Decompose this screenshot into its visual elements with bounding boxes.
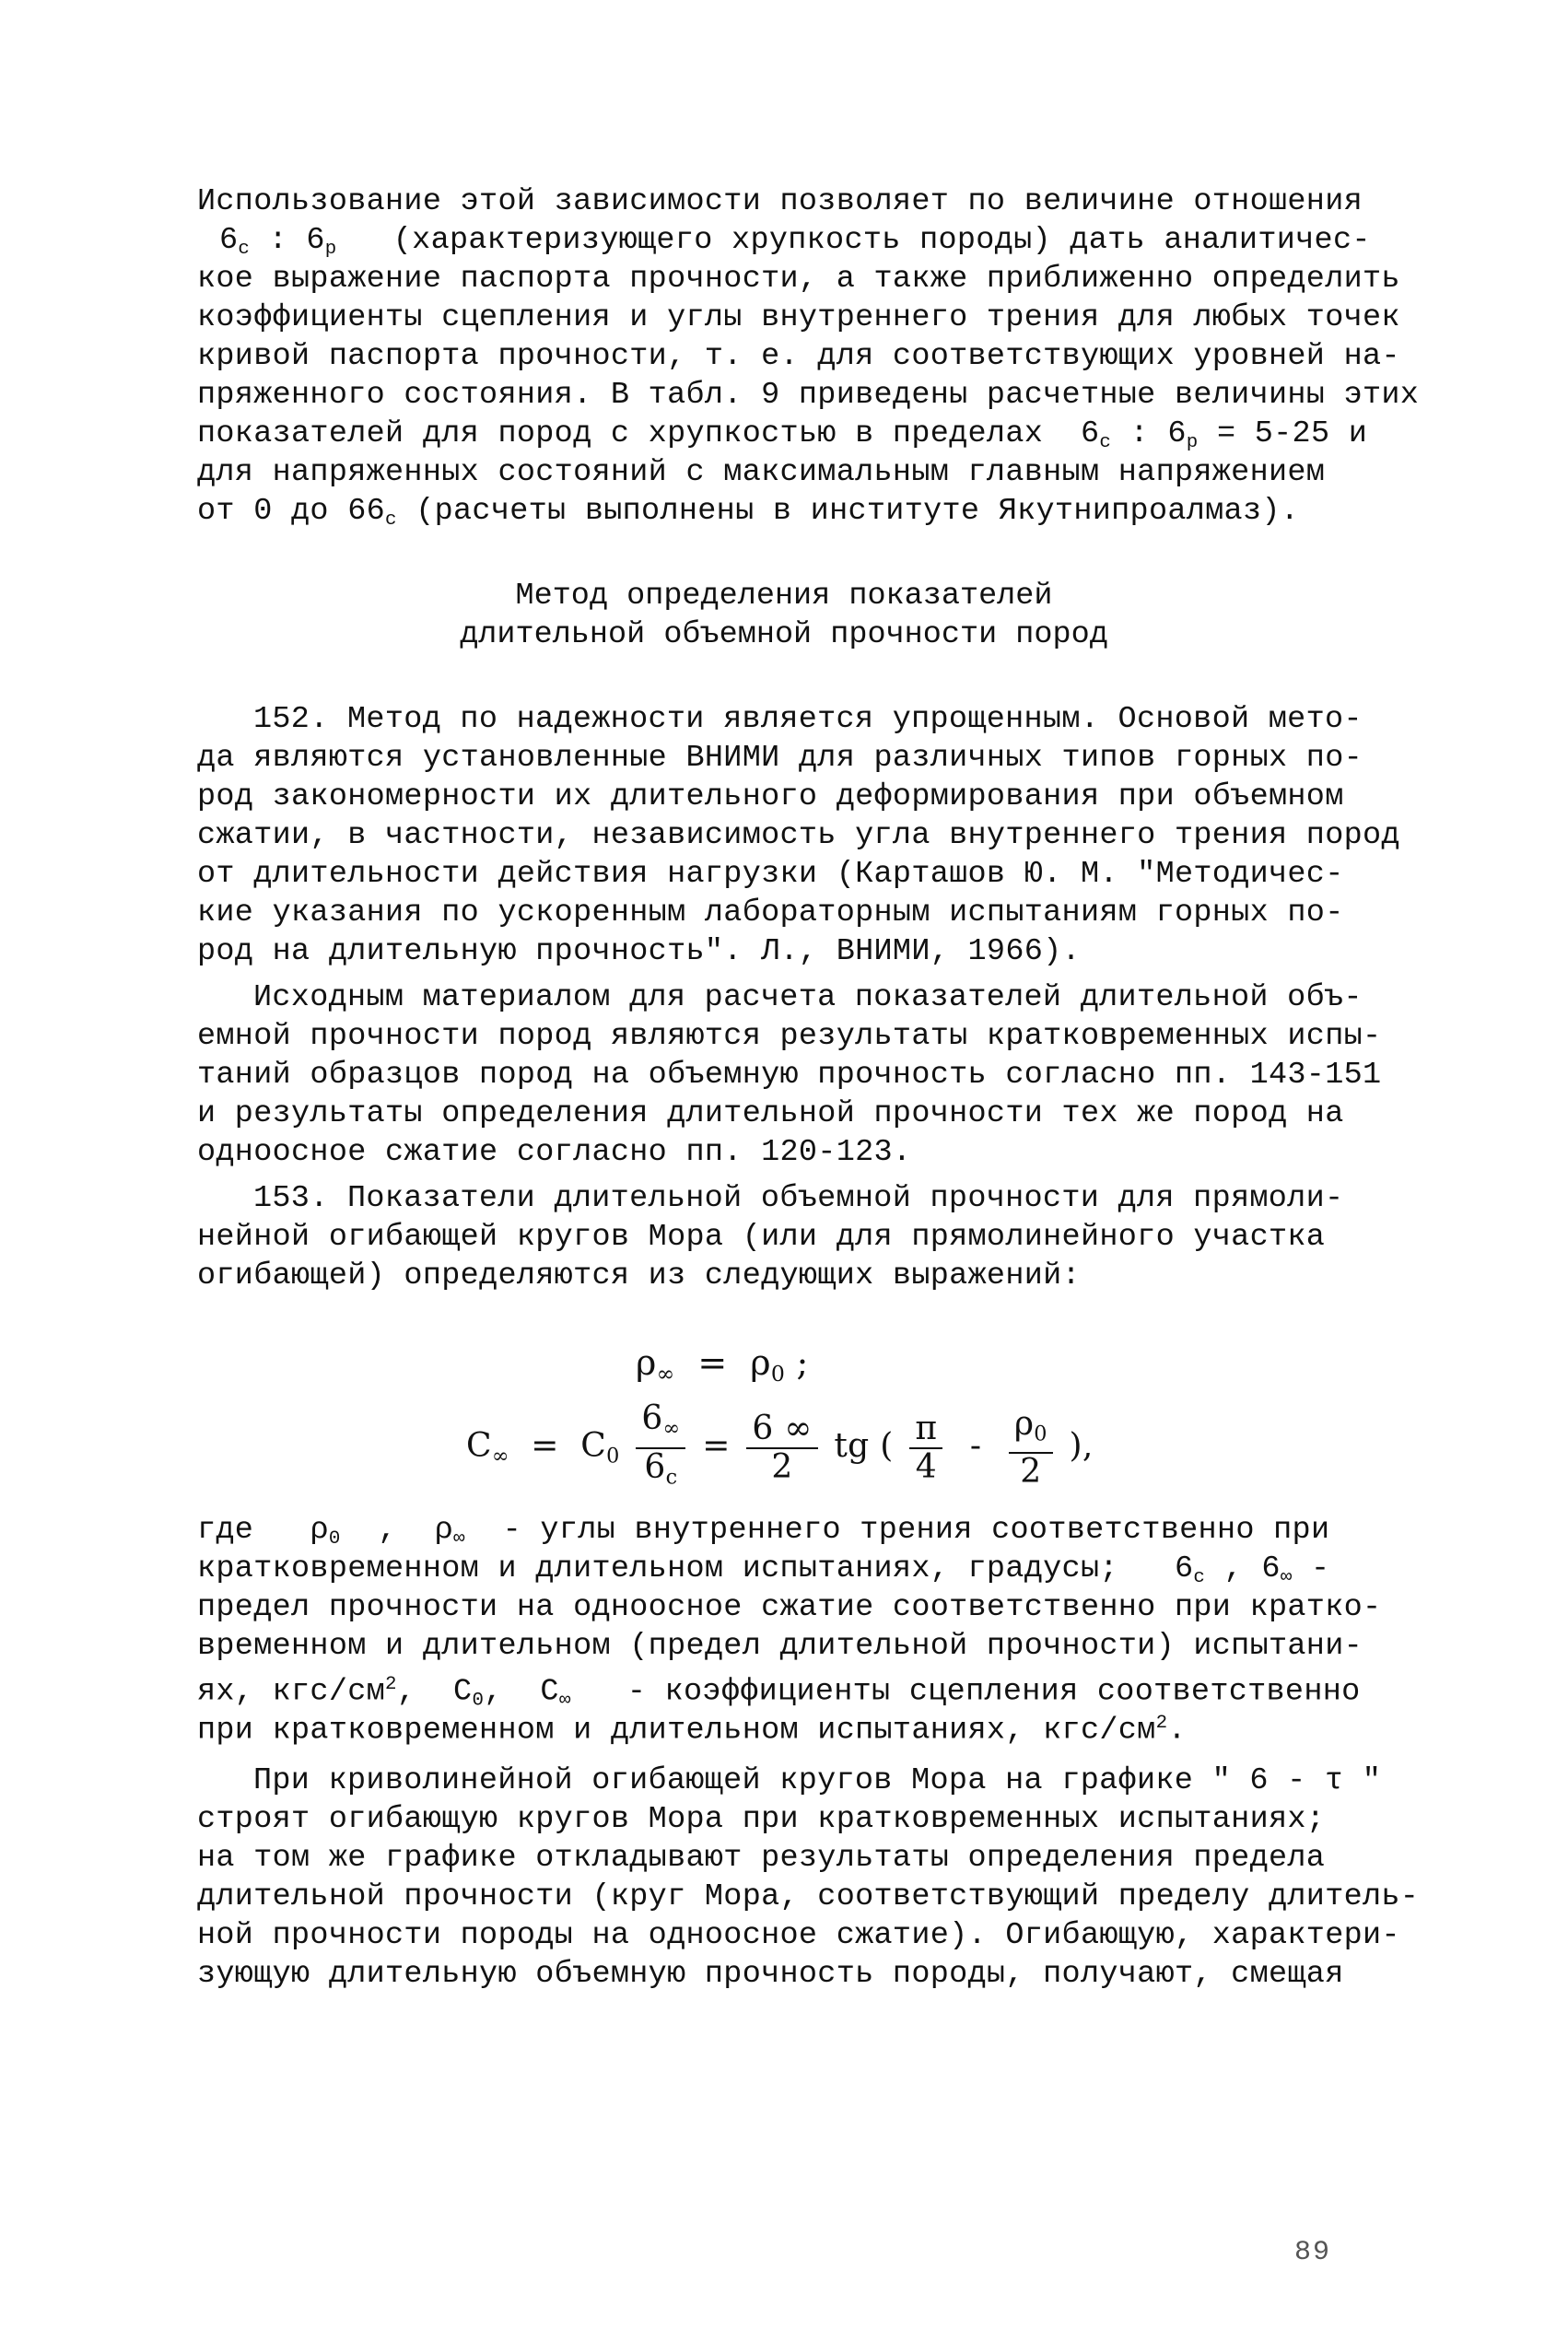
where-line: где $\rho_0$ , $\rho_\infty$ - углы внутреннего трения соответственно при: [197, 1513, 1330, 1551]
text: для напряженных состояний с максимальным главным напряжением: [197, 455, 1326, 490]
page-number: 89: [1294, 2237, 1332, 2268]
text: (расчеты выполнены в институте Якутнипроалмаз).: [415, 494, 1300, 529]
fraction: $\frac{\rho_0}{2}$: [1009, 1406, 1053, 1492]
p-curve-line: строят огибающую кругов Мора при кратковременных испытаниях;: [197, 1802, 1326, 1837]
p152-line: род закономерности их длительного деформирования при объемном: [197, 779, 1344, 814]
text: показателей для пород с хрупкостью в пределах: [197, 416, 1044, 451]
sigma: 6: [366, 494, 386, 529]
where-line: кратковременном и длительном испытаниях, градусы; $6_c$ , $6_\infty$ -: [197, 1551, 1330, 1589]
formula-rho: $\rho_\infty = \rho_0$ ;: [636, 1342, 809, 1387]
where-line: ях, кгс/$см^2$, $C_0$, $C_\infty$ - коэффициенты сцепления соответственно: [197, 1674, 1361, 1712]
p-src-line: таний образцов пород на объемную прочность согласно пп. 143-151: [197, 1058, 1382, 1093]
p152-line: кие указания по ускоренным лабораторным испытаниям горных по-: [197, 895, 1344, 930]
text: (характеризующего хрупкость породы) дать аналитичес-: [392, 223, 1371, 258]
p1-line: [197, 260, 1400, 298]
p-curve-line: ной прочности породы на одноосное сжатие). Огибающую, характери-: [197, 1918, 1400, 1953]
p152-line: род на длительную прочность". Л., ВНИМИ, 1966).: [197, 934, 1081, 969]
p-src-line: Исходным материалом для расчета показателей длительной объ-: [253, 980, 1363, 1015]
p-src-line: емной прочности пород являются результаты кратковременных испы-: [197, 1019, 1382, 1054]
p-src-line: одноосное сжатие согласно пп. 120-123.: [197, 1135, 912, 1170]
p152-line: сжатии, в частности, независимость угла внутреннего трения пород: [197, 818, 1400, 853]
p-curve-line: При криволинейной огибающей кругов Мора на графике " 6 - τ ": [253, 1763, 1382, 1798]
section-heading: Метод определения показателей: [515, 579, 1053, 614]
fraction: $\frac{\pi}{4}$: [909, 1410, 942, 1486]
colon: :: [1129, 416, 1149, 451]
text: коэффициенты сцепления и углы внутреннего трения для любых точек: [197, 300, 1400, 335]
p-curve-line: на том же графике откладывают результаты определения предела: [197, 1841, 1326, 1876]
sigma-c: $6_c$: [1080, 416, 1112, 454]
text: Использование этой зависимости позволяет по величине отношения: [197, 184, 1363, 219]
p152-line: от длительности действия нагрузки (Карташов Ю. М. "Методичес-: [197, 857, 1344, 892]
p1-line: [197, 492, 1299, 540]
fraction: $\frac{6 \infty}{2}$: [746, 1410, 817, 1486]
sigma-c: $6_c$: [219, 223, 251, 261]
p1-line: [197, 453, 1325, 492]
where-line: при кратковременном и длительном испытаниях, кгс/$см^2$.: [197, 1713, 1187, 1749]
section-heading: длительной объемной прочности пород: [460, 617, 1108, 652]
p1-line: [197, 182, 1363, 221]
text: пряженного состояния. В табл. 9 приведены расчетные величины этих: [197, 378, 1420, 413]
p-src-line: и результаты определения длительной прочности тех же пород на: [197, 1096, 1344, 1131]
p152-line: 152. Метод по надежности является упрощенным. Основой мето-: [253, 702, 1363, 737]
fraction: $\frac{6_\infty}{6_c}$: [636, 1400, 685, 1495]
text: от 0 до 6: [197, 494, 367, 529]
p153-line: 153. Показатели длительной объемной прочности для прямоли-: [253, 1181, 1344, 1216]
where-line: временном и длительном (предел длительной прочности) испытани-: [197, 1629, 1363, 1664]
text: = 5-25 и: [1216, 416, 1368, 451]
p1-line: [197, 376, 1419, 415]
sigma-p: $6_p$: [1167, 416, 1199, 454]
p1-line: [197, 298, 1400, 337]
p1-line: [197, 337, 1400, 376]
text: кое выражение паспорта прочности, а также приближенно определить: [197, 262, 1400, 297]
p-curve-line: зующую длительную объемную прочность породы, получают, смещая: [197, 1957, 1344, 1992]
where-line: предел прочности на одноосное сжатие соответственно при кратко-: [197, 1590, 1382, 1625]
p-curve-line: длительной прочности (круг Мора, соответствующий пределу длитель-: [197, 1879, 1420, 1914]
text: кривой паспорта прочности, т. е. для соответствующих уровней на-: [197, 339, 1400, 374]
p152-line: да являются установленные ВНИМИ для различных типов горных по-: [197, 741, 1363, 776]
sigma-p: $6_p$: [306, 223, 337, 261]
subscript: c: [385, 509, 397, 532]
colon: :: [268, 223, 287, 258]
p153-line: огибающей) определяются из следующих выражений:: [197, 1258, 1081, 1293]
formula-cohesion: $C_\infty = C_0$ $\frac{6_\infty}{6_c}$ = $\frac{6 \infty}{2}$ tg ( $\frac{\pi}{4}$ - $\frac{\rho_0}{2}$ ),: [466, 1400, 1094, 1492]
p153-line: нейной огибающей кругов Мора (или для прямолинейного участка: [197, 1220, 1326, 1255]
